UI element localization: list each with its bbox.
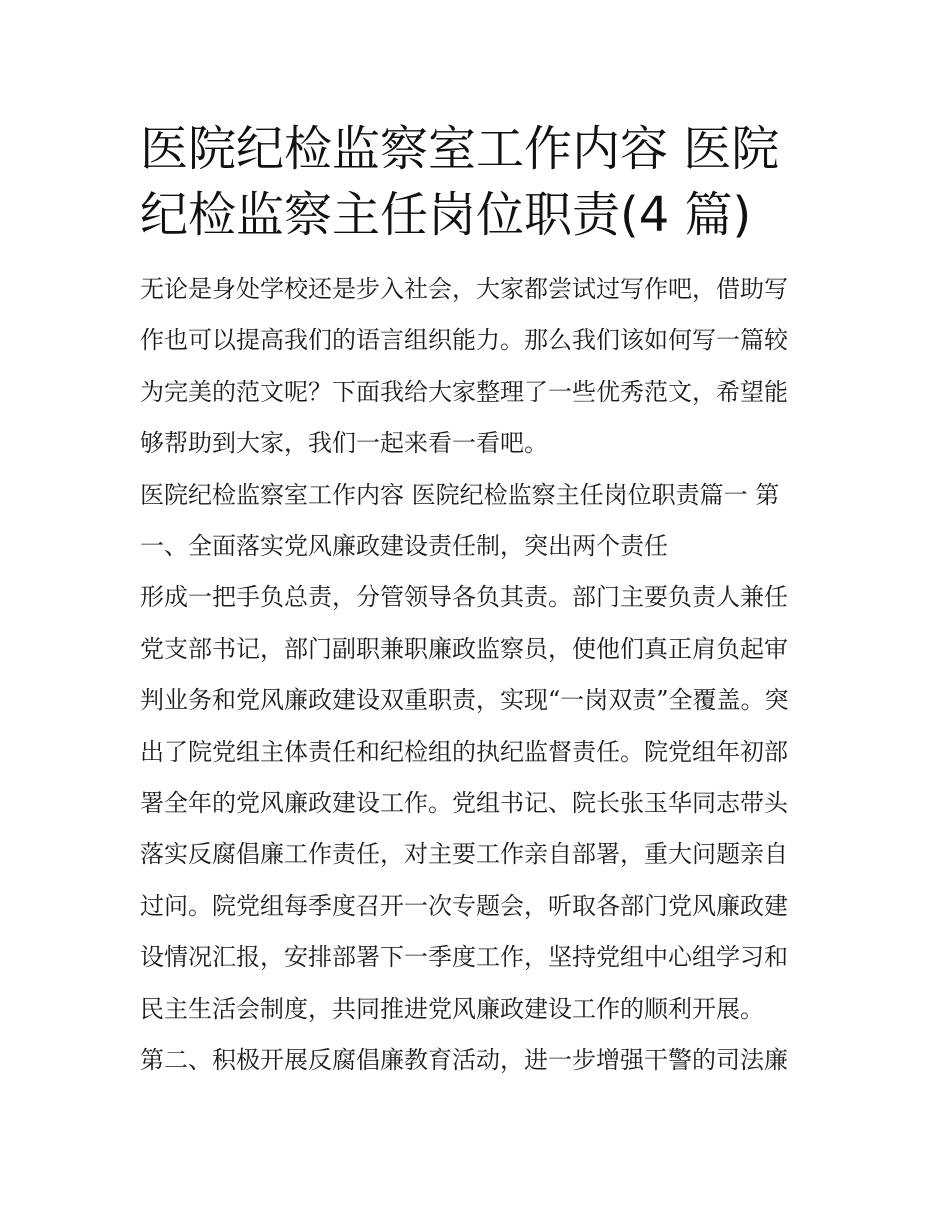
document-body xyxy=(140,264,812,1087)
body-line: 作也可以提高我们的语言组织能力。那么我们该如何写一篇较 xyxy=(140,326,788,355)
body-line: 无论是身处学校还是步入社会，大家都尝试过写作吧，借助写 xyxy=(140,275,788,303)
body-line: 设情况汇报，安排部署下一季度工作，坚持党组中心组学习和 xyxy=(140,943,788,972)
body-line: 为完美的范文呢？下面我给大家整理了一些优秀范文，希望能 xyxy=(140,377,788,406)
title-line: 医院纪检监察室工作内容 医院 xyxy=(140,121,780,177)
body-line: 第二、积极开展反腐倡廉教育活动，进一步增强干警的司法廉 xyxy=(140,1046,788,1075)
section-heading-line: 医院纪检监察室工作内容 医院纪检监察主任岗位职责篇一 第 xyxy=(140,480,780,509)
body-line: 判业务和党风廉政建设双重职责，实现“一岗双责”全覆盖。突 xyxy=(140,686,789,715)
body-line: 党支部书记，部门副职兼职廉政监察员，使他们真正肩负起审 xyxy=(140,634,788,663)
body-line: 够帮助到大家，我们一起来看一看吧。 xyxy=(140,429,548,458)
document-page xyxy=(140,116,812,1087)
body-line: 形成一把手负总责，分管领导各负其责。部门主要负责人兼任 xyxy=(140,583,788,612)
body-line: 落实反腐倡廉工作责任，对主要工作亲自部署，重大问题亲自 xyxy=(140,840,788,869)
body-line: 过问。院党组每季度召开一次专题会，听取各部门党风廉政建 xyxy=(140,891,788,920)
title-line: 纪检监察主任岗位职责(4 篇) xyxy=(140,187,752,243)
section-heading-line: 一、全面落实党风廉政建设责任制，突出两个责任 xyxy=(140,532,668,561)
body-line: 民主生活会制度，共同推进党风廉政建设工作的顺利开展。 xyxy=(140,994,764,1023)
document-title xyxy=(140,116,812,248)
body-line: 署全年的党风廉政建设工作。党组书记、院长张玉华同志带头 xyxy=(140,789,788,818)
body-line: 出了院党组主体责任和纪检组的执纪监督责任。院党组年初部 xyxy=(140,737,788,766)
